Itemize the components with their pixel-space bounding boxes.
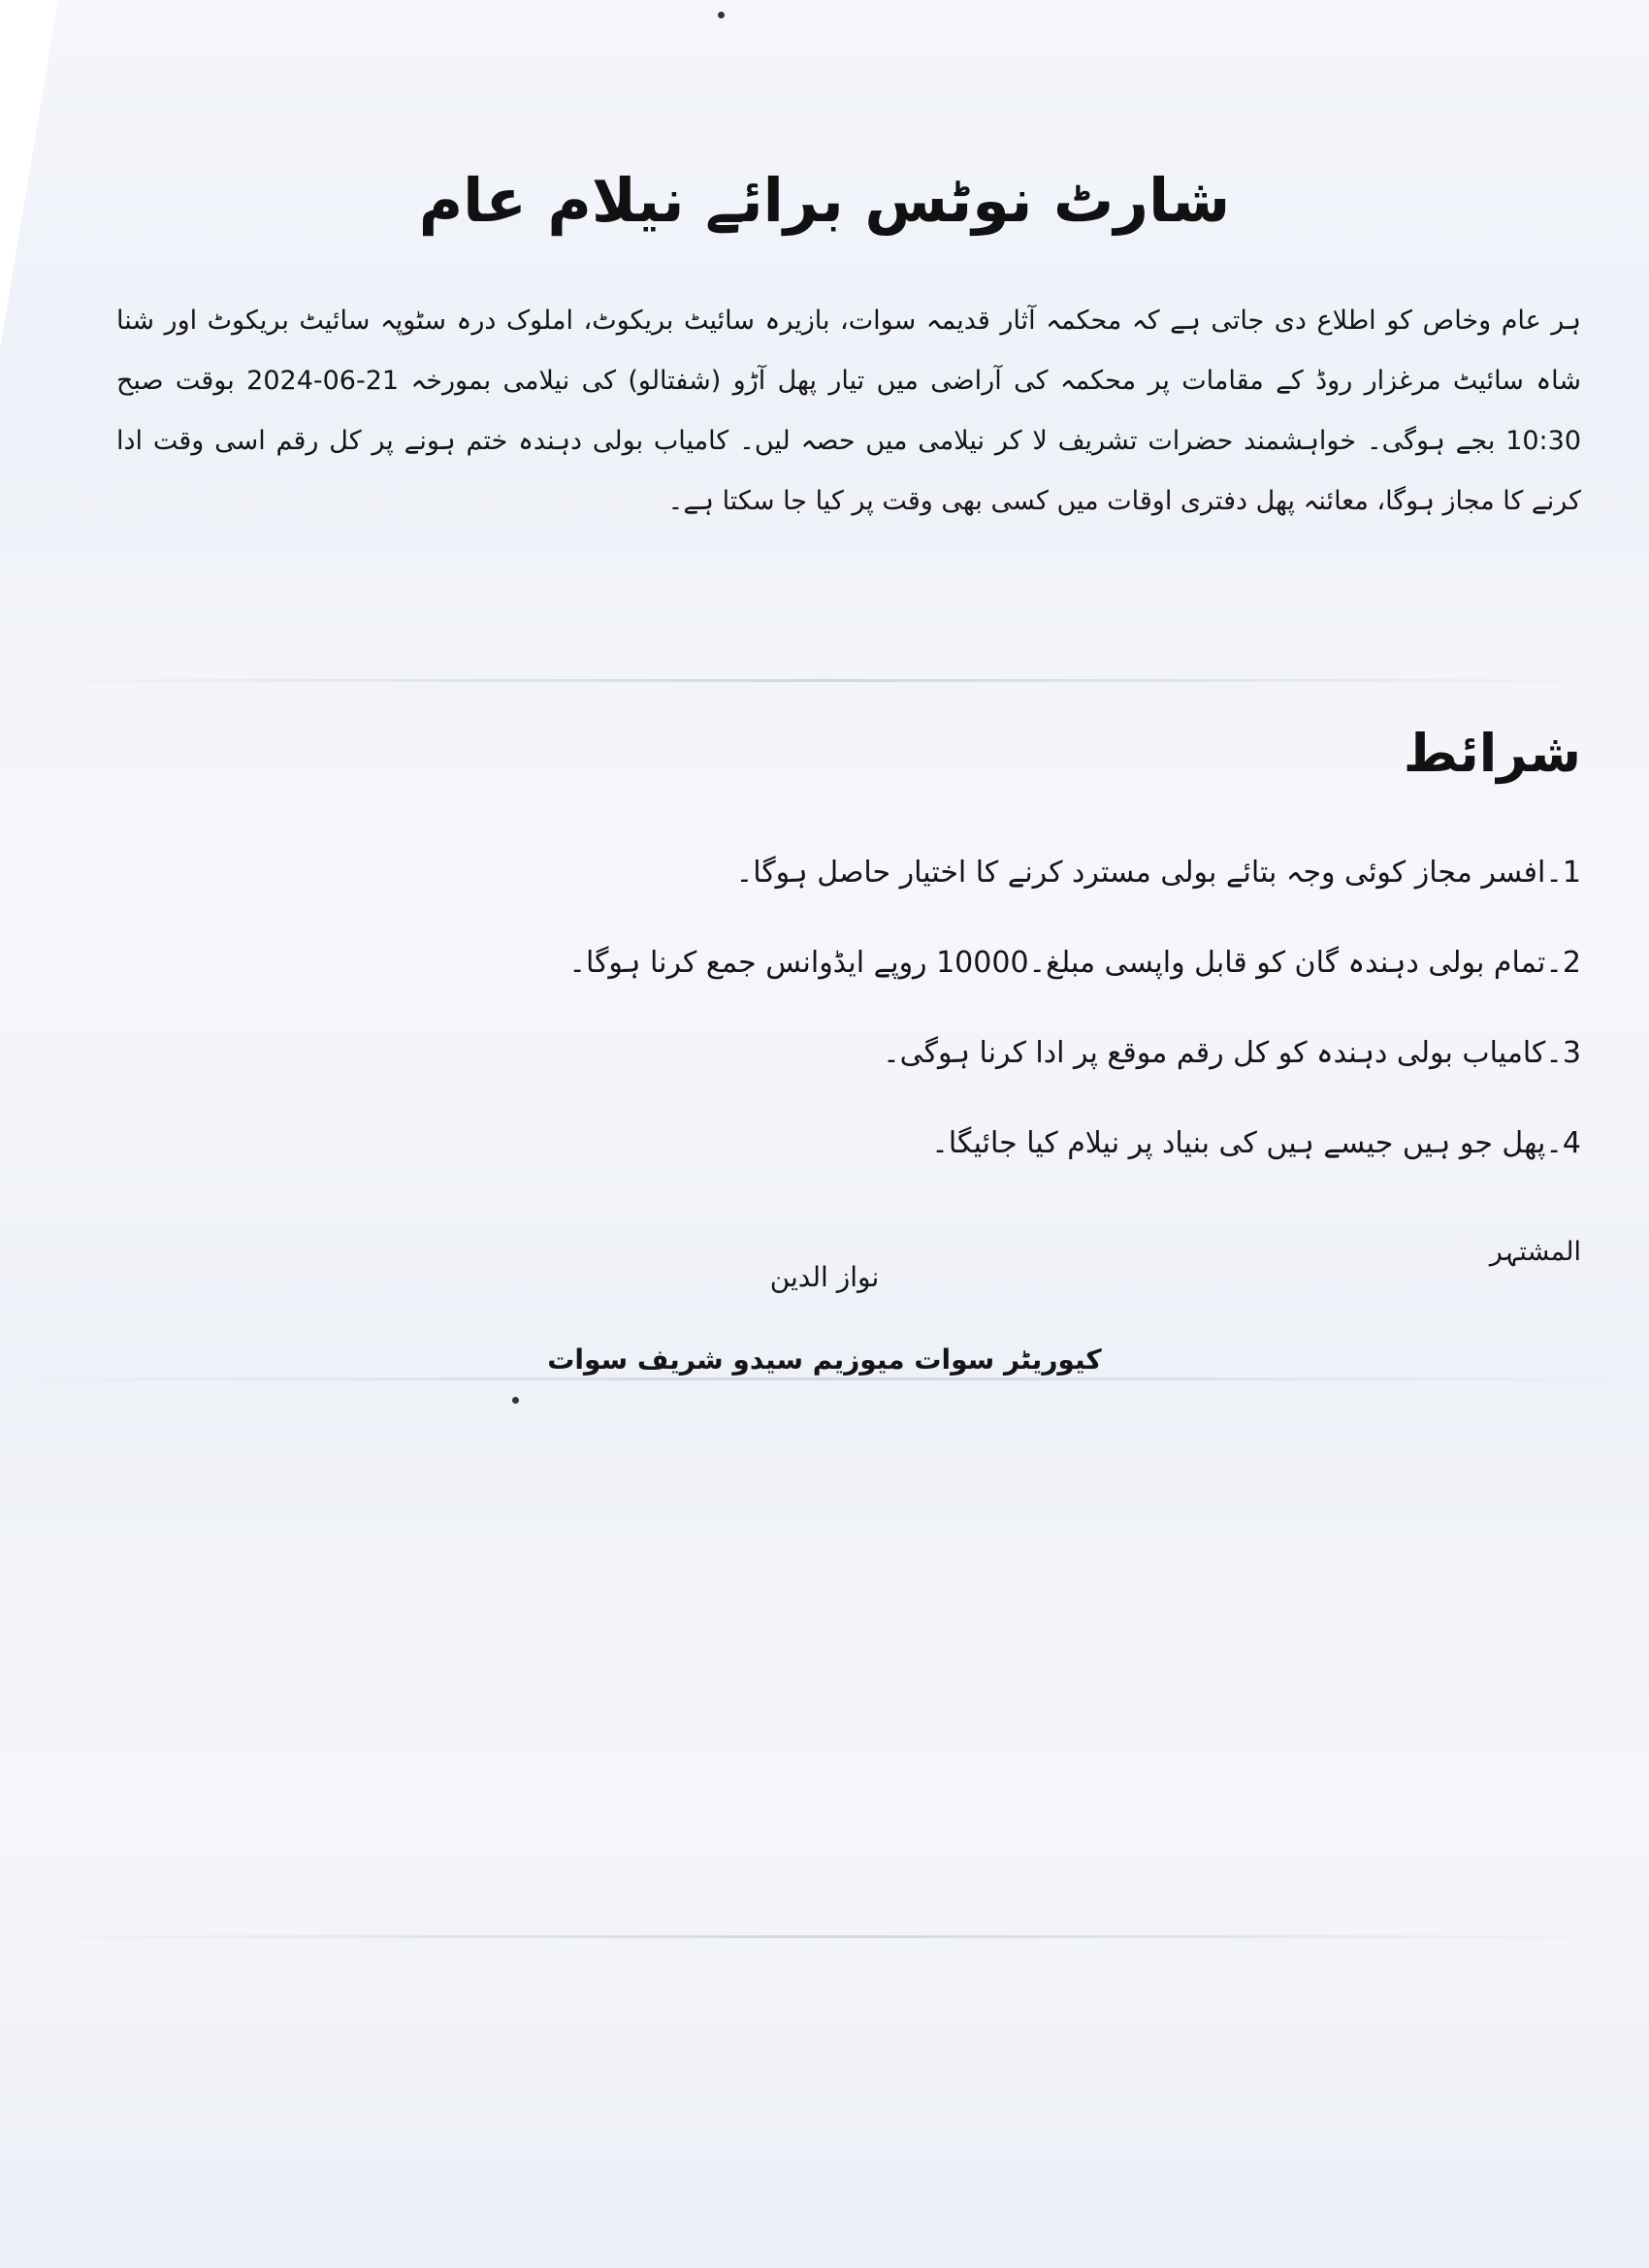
conditions-heading: شرائط: [1403, 723, 1581, 784]
paper-speck: [512, 1397, 519, 1404]
conditions-list: [223, 844, 1581, 1205]
condition-item: 1۔افسر مجاز کوئی وجہ بتائے بولی مسترد کرنے کا اختیار حاصل ہوگا۔: [735, 856, 1581, 890]
notice-body: ہر عام وخاص کو اطلاع دی جاتی ہے کہ محکمہ آثار قدیمہ سوات، بازیرہ سائیٹ بریکوٹ، املوک درہ سٹوپہ سائیٹ بریکوٹ اور شنا شاہ سائیٹ مرغزار روڈ کے مقامات پر محکمہ کی آراضی میں تیار پھل آڑو (شفتالو) کی نیلامی بمورخہ 21-06-2024 بوقت صبح 10:30 بجے ہوگی۔ خواہشمند حضرات تشریف لا کر نیلامی میں حصہ لیں۔ کامیاب بولی دہندہ ختم ہونے پر کل رقم اسی وقت ادا کرنے کا مجاز ہوگا، معائنہ پھل دفتری اوقات میں کسی بھی وقت پر کیا جا سکتا ہے۔: [116, 306, 1581, 516]
paper-speck: [718, 12, 725, 18]
fold-line: [0, 1377, 1649, 1380]
fold-line: [0, 679, 1649, 682]
advertiser-label: المشتہر: [1489, 1237, 1581, 1267]
condition-item: 4۔پھل جو ہیں جیسے ہیں کی بنیاد پر نیلام کیا جائیگا۔: [931, 1126, 1581, 1160]
condition-item: 3۔کامیاب بولی دہندہ کو کل رقم موقع پر ادا کرنا ہوگی۔: [883, 1036, 1581, 1070]
condition-item: 2۔تمام بولی دہندہ گان کو قابل واپسی مبلغ۔10000 روپے ایڈوانس جمع کرنا ہوگا۔: [568, 946, 1581, 980]
notice-title: شارٹ نوٹس برائے نیلام عام: [418, 165, 1231, 236]
signatory-name: نواز الدین: [769, 1261, 880, 1293]
signatory-title: کیوریٹر سوات میوزیم سیدو شریف سوات: [547, 1344, 1102, 1376]
fold-line: [0, 1935, 1649, 1938]
